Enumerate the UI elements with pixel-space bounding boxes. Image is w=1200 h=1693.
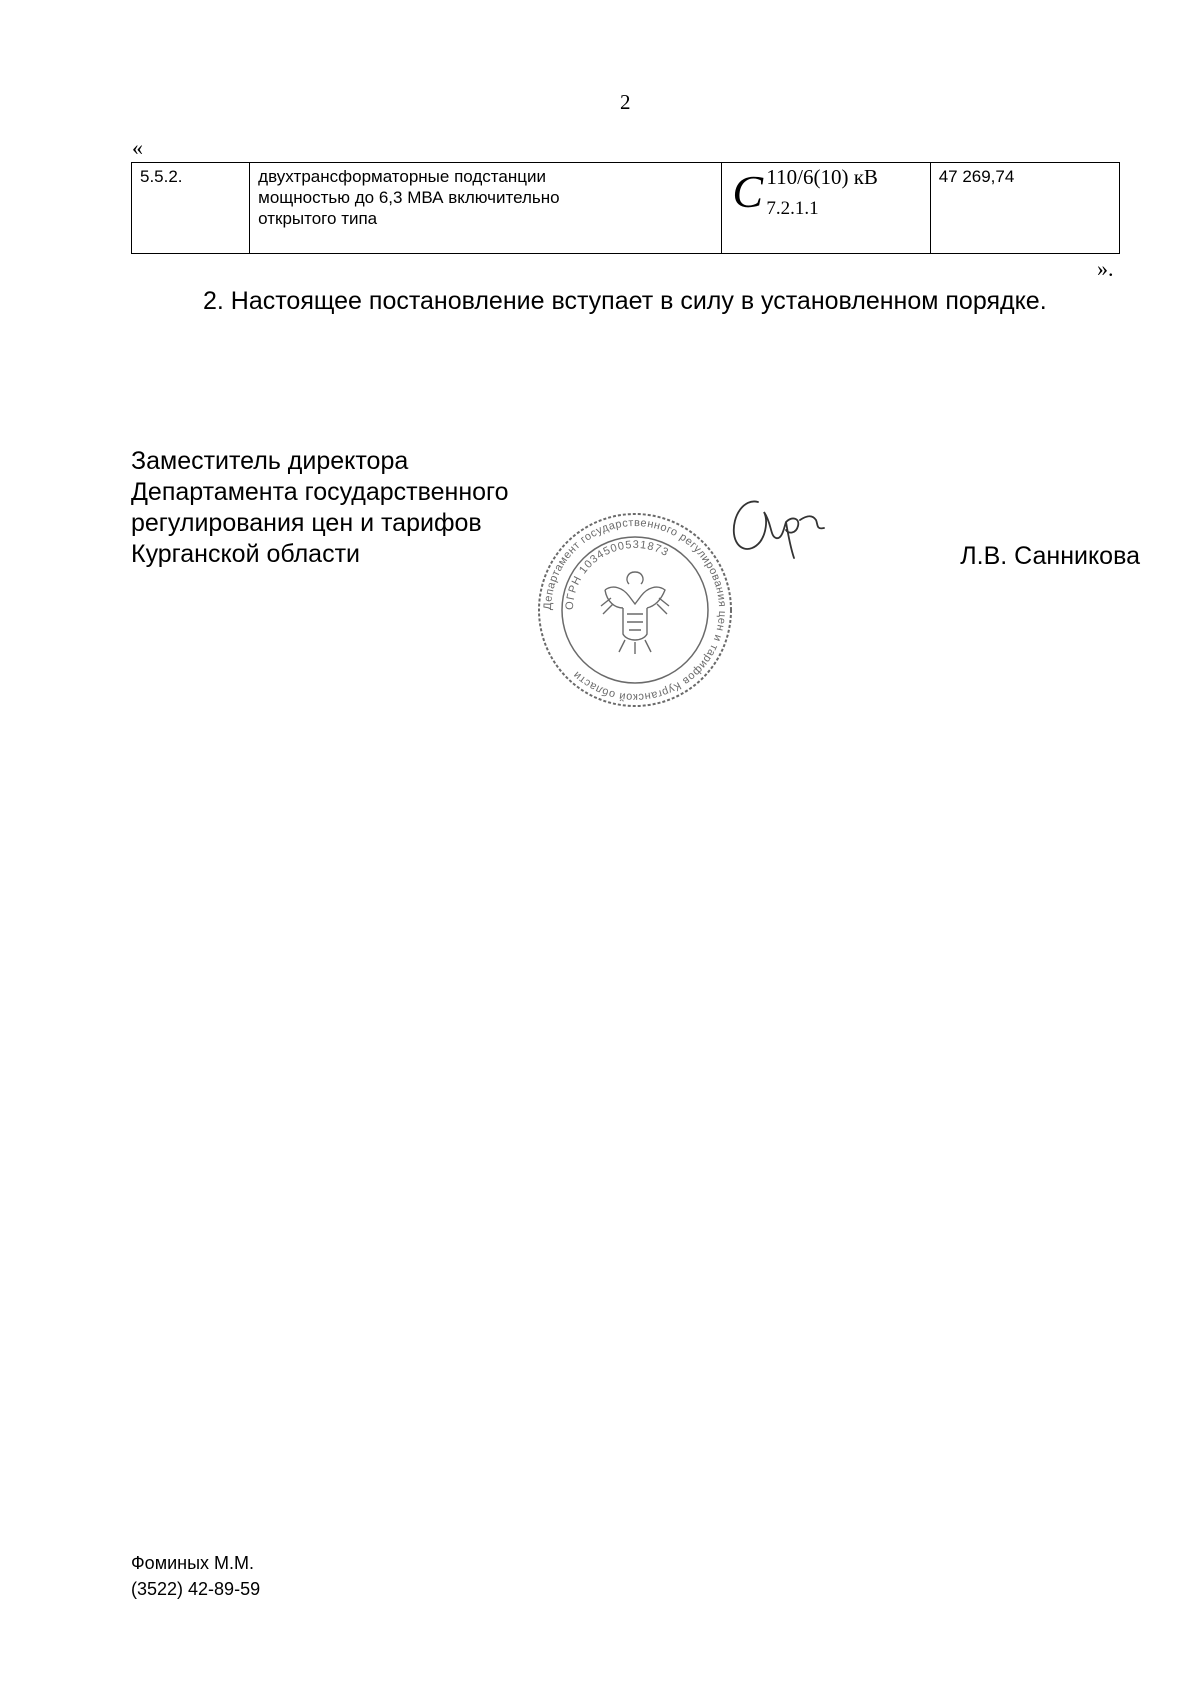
official-stamp-seal (535, 510, 735, 710)
opening-quote-mark: « (132, 135, 143, 160)
description-line: открытого типа (258, 209, 378, 228)
rate-value: 47 269,74 (938, 167, 1015, 186)
description-line: мощностью до 6,3 МВА включительно (258, 188, 560, 207)
row-number-cell (132, 163, 250, 254)
row-description-cell (250, 163, 722, 254)
performer-name: Фоминых М.М. (131, 1553, 254, 1573)
stamp-inner-text: ОГРН 1034500531873 (563, 538, 671, 611)
row-number: 5.5.2. (140, 167, 183, 186)
handwritten-signature (720, 490, 830, 570)
stamp-outer-text: Департамент государственного регулирования цен и тарифов Курганской области (541, 516, 729, 704)
rate-symbol: C (732, 166, 764, 217)
performer-phone: (3522) 42-89-59 (131, 1579, 261, 1599)
rate-value-cell (930, 163, 1119, 254)
signer-name: Л.В. Санникова (960, 542, 1140, 570)
table-row (132, 163, 1120, 254)
performer-block (131, 1550, 260, 1602)
rate-subscript: 7.2.1.1 (766, 198, 819, 219)
rate-superscript: 110/6(10) кВ (766, 165, 878, 189)
tariff-table (131, 162, 1120, 254)
closing-quote-mark: ». (1097, 256, 1114, 281)
effective-clause-paragraph: 2. Настоящее постановление вступает в силу в установленном порядке. (203, 287, 1047, 315)
signer-title-line: Департамента государственного (131, 478, 509, 506)
signer-title-line: Заместитель директора (131, 447, 409, 475)
signer-title-block (131, 446, 601, 570)
rate-code-cell (722, 163, 930, 254)
signer-title-line: Курганской области (131, 540, 361, 568)
double-headed-eagle-emblem (601, 572, 669, 654)
signer-title-line: регулирования цен и тарифов (131, 509, 482, 537)
description-line: двухтрансформаторные подстанции (258, 167, 546, 186)
page-number: 2 (620, 90, 631, 114)
